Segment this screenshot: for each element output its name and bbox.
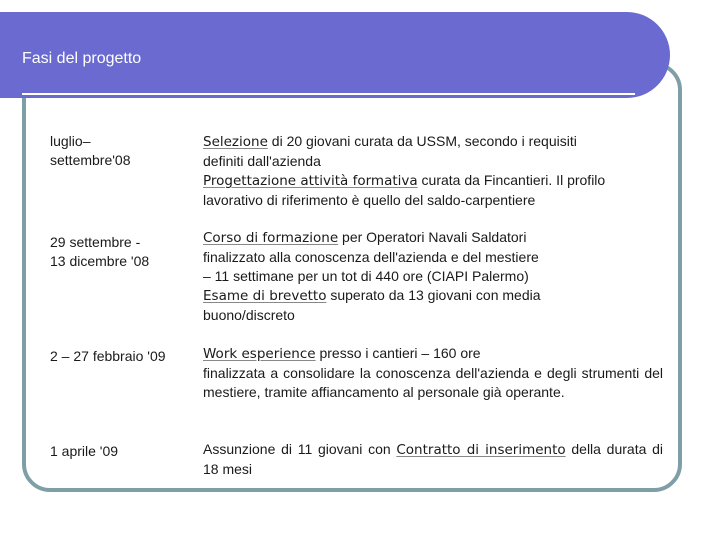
- phase-date: 29 settembre - 13 dicembre '08: [50, 234, 150, 269]
- keyword: Selezione: [203, 134, 268, 150]
- title-divider: [22, 93, 635, 95]
- phase-date: 1 aprile '09: [50, 443, 119, 459]
- page-title: Fasi del progetto: [22, 50, 142, 67]
- phase-description: Selezione di 20 giovani curata da USSM, secondo i requisiti definiti dall'azienda Progettazione attività formativa curata da Fincantieri. Il profilo lavorativo di riferimento è quello del saldo-carpentiere: [203, 133, 606, 208]
- phase-description: Corso di formazione per Operatori Navali Saldatori finalizzato alla conoscenza dell'azienda e del mestiere – 11 settimane per un tot di 440 ore (CIAPI Palermo) Esame di brevetto superato da 13 giovani con media buono/discreto: [203, 229, 541, 323]
- phase-description: Assunzione di 11 giovani con Contratto di inserimento della durata di 18 mesi: [203, 441, 663, 477]
- phase-description: Work esperience presso i cantieri – 160 ore finalizzata a consolidare la conoscenza dell'azienda e degli strumenti del mestiere, tramite affiancamento al personale già operante.: [203, 345, 663, 400]
- keyword: Corso di formazione: [203, 230, 339, 246]
- phase-date: 2 – 27 febbraio '09: [50, 348, 166, 364]
- keyword: Work esperience: [203, 346, 316, 362]
- phase-date: luglio– settembre'08: [50, 133, 131, 168]
- keyword: Esame di brevetto: [203, 288, 327, 304]
- keyword: Progettazione attività formativa: [203, 173, 418, 189]
- keyword: Contratto di inserimento: [396, 442, 566, 458]
